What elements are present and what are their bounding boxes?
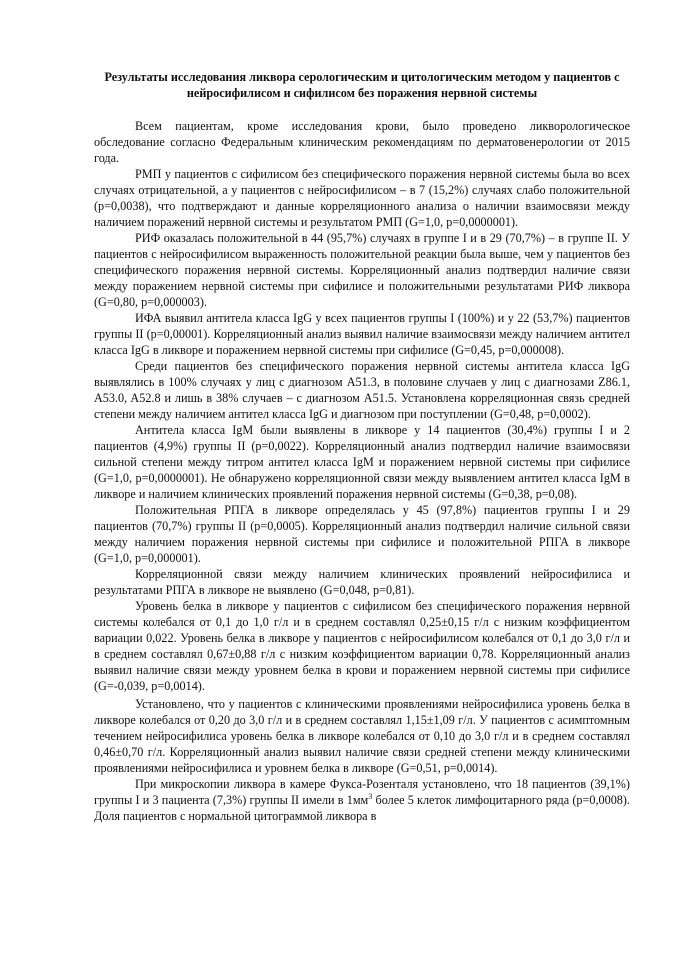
paragraph-microscopy: [94, 776, 630, 824]
document-title: Результаты исследования ликвора серологическим и цитологическим методом у пациентов с нейросифилисом и сифилисом без поражения нервной системы: [104, 70, 620, 100]
paragraph-protein: Уровень белка в ликворе у пациентов с сифилисом без специфического поражения нервной системы колебался от 0,1 до 1,0 г/л и в среднем составлял 0,25±0,15 г/л с низким коэффициентом вариации 0,022. Уровень белка в ликворе у пациентов с нейросифилисом колебался от 0,1 до 3,0 г/л и в среднем составлял 0,67±0,88 г/л с низким коэффициентом вариации 0,78. Корреляционный анализ выявил наличие связи между уровнем белка в крови и поражением нервной системы при сифилисе (G=-0,039, p=0,0014).: [94, 599, 630, 693]
document-page: [94, 70, 630, 824]
paragraph-igg-diagnosis: Среди пациентов без специфического поражения нервной системы антитела класса IgG выявлялись в 100% случаях у лиц с диагнозом A51.3, в половине случаев у лиц с диагнозами Z86.1, A53.0, A52.8 и лишь в 38% случаев – с диагнозом A51.5. Установлена корреляционная связь средней степени между наличием антител класса IgG и диагнозом при поступлении (G=0,48, p=0,0002).: [94, 359, 630, 421]
paragraph-microscopy-text: При микроскопии ликвора в камере Фукса-Розенталя установлено, что 18 пациентов (39,1%) группы I и 3 пациента (7,3%) группы II имели в 1мм: [94, 777, 630, 807]
paragraph-rmp: РМП у пациентов с сифилисом без специфического поражения нервной системы была во всех случаях отрицательной, а у пациентов с нейросифилисом – в 7 (15,2%) случаях слабо положительной (p=0,0038), что подтверждают и данные корреляционного анализа о наличии взаимосвязи между наличием поражений нервной системы и результатом РМП (G=1,0, p=0,0000001).: [94, 167, 630, 229]
paragraph-igm: Антитела класса IgM были выявлены в ликворе у 14 пациентов (30,4%) группы I и 2 пациентов (4,9%) группы II (p=0,0022). Корреляционный анализ подтвердил наличие взаимосвязи сильной степени между титром антител класса IgM и поражением нервной системы при сифилисе (G=1,0, p=0,0000001). Не обнаружено корреляционной связи между выявлением антител класса IgM в ликворе и наличием клинических проявлений поражения нервной системы (G=0,38, p=0,08).: [94, 423, 630, 501]
paragraph-protein-clinical: Установлено, что у пациентов с клиническими проявлениями нейросифилиса уровень белка в ликворе колебался от 0,20 до 3,0 г/л и в среднем составлял 1,15±1,09 г/л. У пациентов с асимптомным течением нейросифилиса уровень белка в ликворе колебался от 0,10 до 3,0 г/л и в среднем составлял 0,46±0,70 г/л. Корреляционный анализ выявил наличие связи средней степени между клиническими проявлениями нейросифилиса и уровнем белка в ликворе (G=0,51, p=0,0014).: [94, 697, 630, 775]
paragraph-rif: РИФ оказалась положительной в 44 (95,7%) случаях в группе I и в 29 (70,7%) – в группе II. У пациентов с нейросифилисом выраженность положительной реакции была выше, чем у пациентов без специфического поражения нервной системы. Корреляционный анализ подтвердил наличие связи между поражением нервной системы при сифилисе и положительными результатами РИФ ликвора (G=0,80, p=0,000003).: [94, 231, 630, 309]
paragraph-intro: Всем пациентам, кроме исследования крови, было проведено ликворологическое обследование согласно Федеральным клиническим рекомендациям по дерматовенерологии от 2015 года.: [94, 119, 630, 165]
paragraph-rpga-clinical: Корреляционной связи между наличием клинических проявлений нейросифилиса и результатами РПГА в ликворе не выявлено (G=0,048, p=0,81).: [94, 567, 630, 597]
paragraph-ifa-igg: ИФА выявил антитела класса IgG у всех пациентов группы I (100%) и у 22 (53,7%) пациентов группы II (p=0,00001). Корреляционный анализ выявил наличие взаимосвязи между наличием антител класса IgG в ликворе и поражением нервной системы при сифилисе (G=0,45, p=0,000008).: [94, 311, 630, 357]
paragraph-microscopy-tail: более 5 клеток лимфоцитарного ряда (p=0,0008). Доля пациентов с нормальной цитограммой ликвора в: [94, 793, 630, 823]
paragraph-rpga: Положительная РПГА в ликворе определялась у 45 (97,8%) пациентов группы I и 29 пациентов (70,7%) группы II (p=0,0005). Корреляционный анализ подтвердил наличие сильной связи между наличием поражения нервной системы при сифилисе и положительной РПГА в ликворе (G=1,0, p=0,000001).: [94, 503, 630, 565]
unit-superscript: 3: [368, 792, 373, 801]
